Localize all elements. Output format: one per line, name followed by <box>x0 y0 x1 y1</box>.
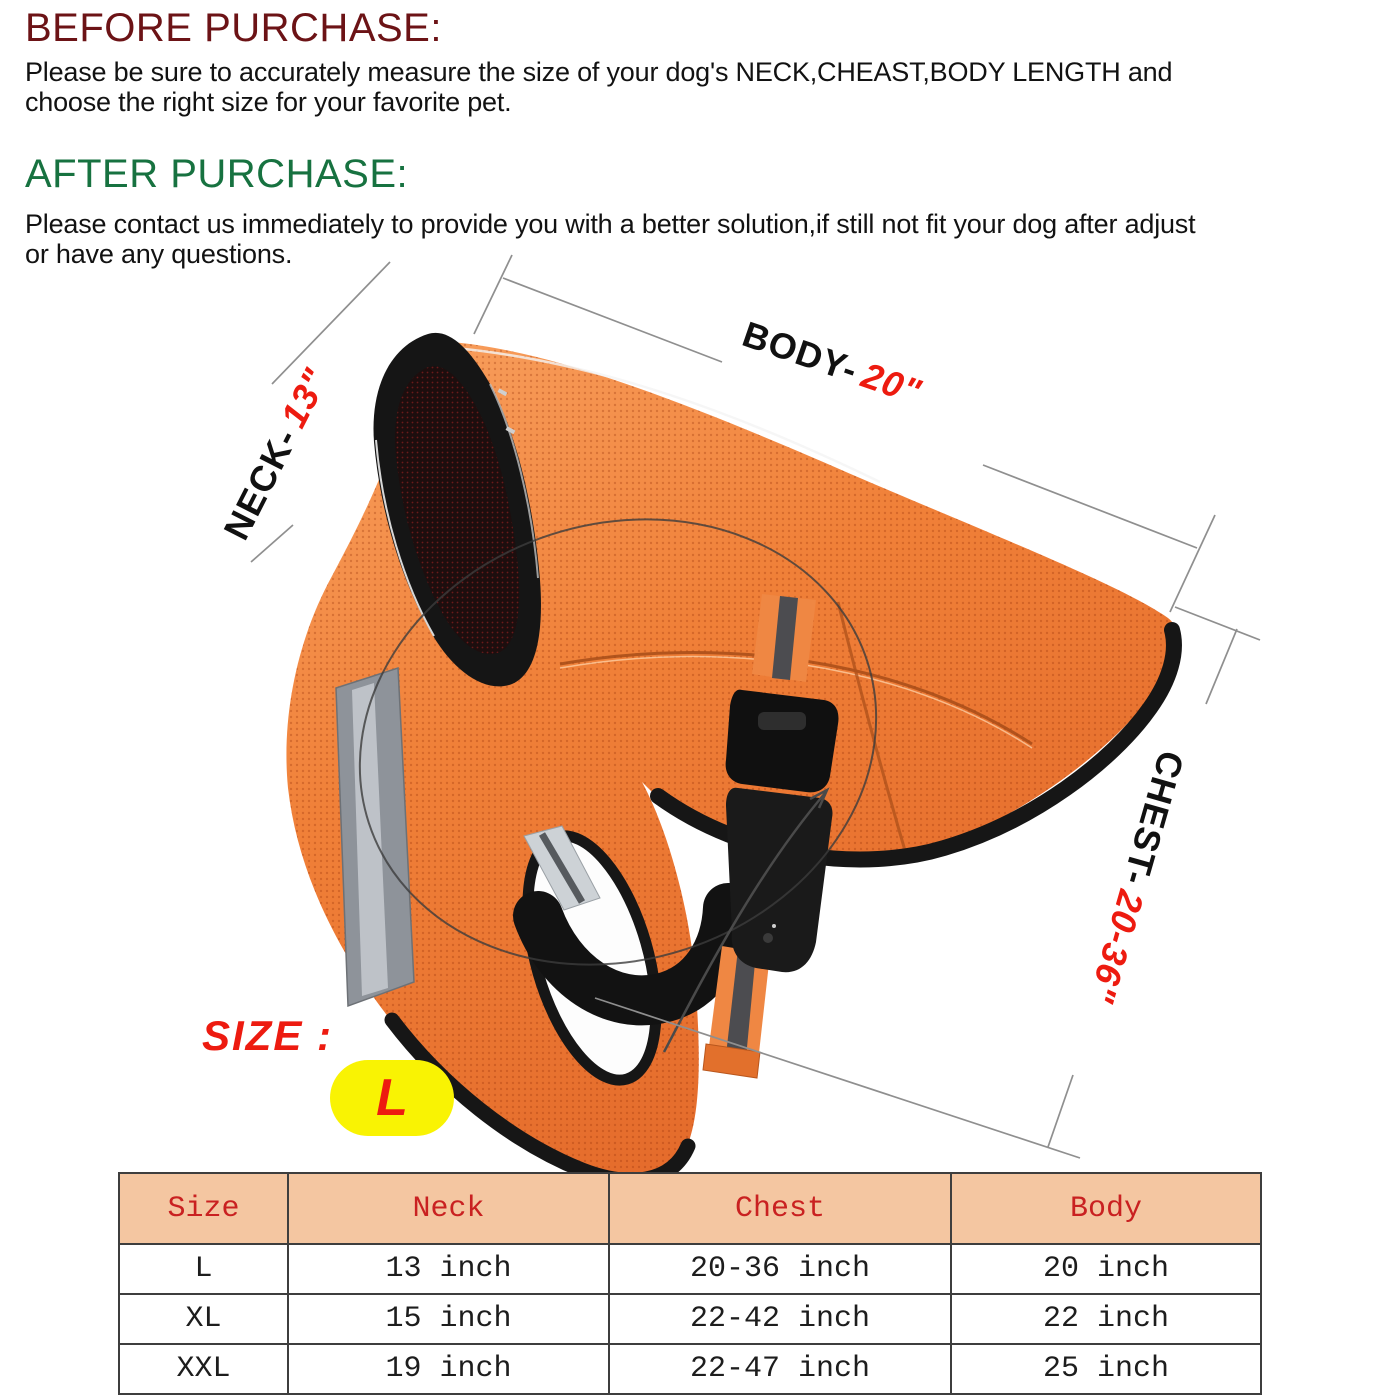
cell-body: 25 inch <box>951 1344 1261 1394</box>
cell-size: XXL <box>119 1344 288 1394</box>
cell-size: XL <box>119 1294 288 1344</box>
cell-body: 20 inch <box>951 1244 1261 1294</box>
cell-size: L <box>119 1244 288 1294</box>
before-purchase-heading: BEFORE PURCHASE: <box>25 6 442 50</box>
table-header-chest: Chest <box>609 1173 951 1244</box>
table-header-row <box>119 1173 1261 1244</box>
before-purchase-text-line1: Please be sure to accurately measure the size of your dog's NECK,CHEAST,BODY LENGTH and <box>25 57 1173 87</box>
table-row <box>119 1294 1261 1344</box>
before-purchase-text-line2: choose the right size for your favorite pet. <box>25 87 512 117</box>
after-purchase-text-line1: Please contact us immediately to provide you with a better solution,if still not fit your dog after adjust <box>25 209 1196 239</box>
cell-chest: 20-36 inch <box>609 1244 951 1294</box>
cell-chest: 22-47 inch <box>609 1344 951 1394</box>
cell-chest: 22-42 inch <box>609 1294 951 1344</box>
body-label-text: BODY- <box>737 313 864 391</box>
cell-body: 22 inch <box>951 1294 1261 1344</box>
table-row <box>119 1344 1261 1394</box>
neck-label-text: NECK- <box>215 421 306 547</box>
size-caption: SIZE : <box>202 1012 334 1059</box>
size-value: L <box>376 1069 408 1127</box>
table-header-neck: Neck <box>288 1173 609 1244</box>
side-release-buckle <box>726 690 839 973</box>
body-value: 20" <box>856 354 927 413</box>
table-row <box>119 1244 1261 1294</box>
cell-neck: 13 inch <box>288 1244 609 1294</box>
cell-neck: 19 inch <box>288 1344 609 1394</box>
after-purchase-heading: AFTER PURCHASE: <box>25 152 409 196</box>
neck-value: 13" <box>272 361 337 434</box>
size-chart-table <box>118 1172 1262 1395</box>
table-header-size: Size <box>119 1173 288 1244</box>
cell-neck: 15 inch <box>288 1294 609 1344</box>
table-header-body: Body <box>951 1173 1261 1244</box>
chest-value: 20-36" <box>1081 885 1153 1008</box>
after-purchase-text-line2: or have any questions. <box>25 239 293 269</box>
size-highlight-badge <box>330 1060 454 1136</box>
chest-label-text: CHEST- <box>1114 746 1193 891</box>
